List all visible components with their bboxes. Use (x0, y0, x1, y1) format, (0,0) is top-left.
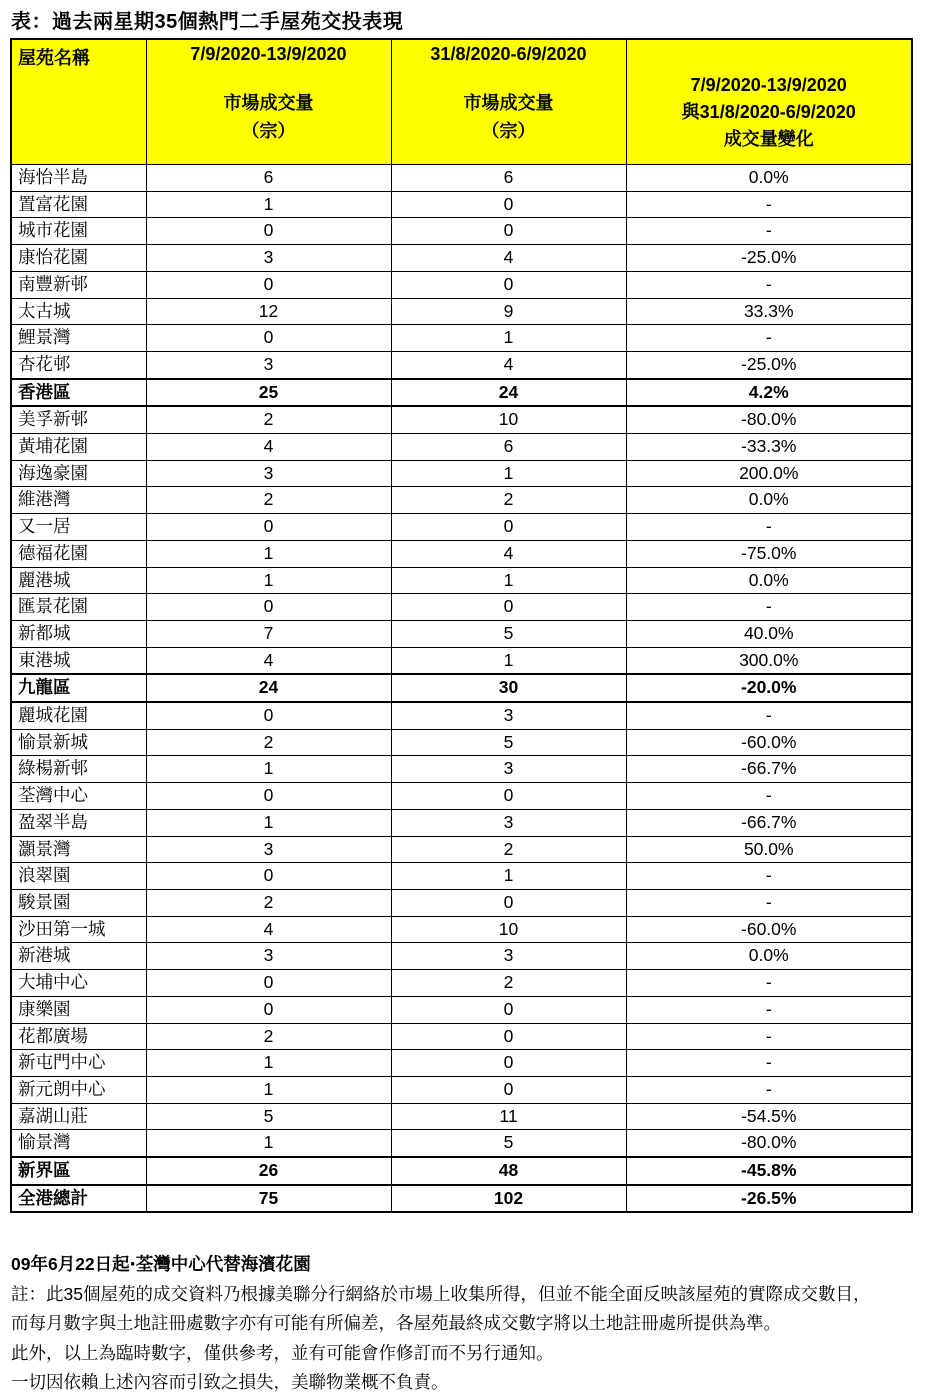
change-cell: -75.0% (626, 540, 912, 567)
estate-name-cell: 黃埔花園 (11, 434, 146, 461)
table-body (11, 165, 912, 1213)
table-row (11, 594, 912, 621)
change-cell: -60.0% (626, 729, 912, 756)
week2-volume-cell: 0 (391, 271, 626, 298)
estate-name-cell: 愉景新城 (11, 729, 146, 756)
change-cell: -80.0% (626, 1130, 912, 1157)
change-cell: -20.0% (626, 674, 912, 702)
estate-name-cell: 杏花邨 (11, 351, 146, 378)
week1-volume-cell: 3 (146, 245, 391, 272)
change-cell: - (626, 702, 912, 729)
change-cell: 0.0% (626, 487, 912, 514)
week1-volume-cell: 2 (146, 729, 391, 756)
table-row (11, 325, 912, 352)
estate-name-cell: 沙田第一城 (11, 916, 146, 943)
change-cell: - (626, 325, 912, 352)
estate-name-cell: 南豐新邨 (11, 271, 146, 298)
table-row (11, 218, 912, 245)
table-row (11, 1157, 912, 1185)
estate-name-cell: 愉景灣 (11, 1130, 146, 1157)
week2-volume-cell: 1 (391, 460, 626, 487)
change-cell: - (626, 889, 912, 916)
change-cell: -25.0% (626, 351, 912, 378)
estate-name-cell: 新都城 (11, 620, 146, 647)
table-row (11, 620, 912, 647)
table-title: 表：過去兩星期35個熱門二手屋苑交投表現 (11, 11, 404, 33)
week2-volume-cell: 5 (391, 1130, 626, 1157)
week2-volume-cell: 0 (391, 996, 626, 1023)
table-row (11, 434, 912, 461)
change-cell: 4.2% (626, 379, 912, 407)
week2-volume-cell: 0 (391, 1023, 626, 1050)
change-cell: - (626, 970, 912, 997)
week2-volume-cell: 1 (391, 567, 626, 594)
header-week2-volume (391, 39, 626, 165)
estate-name-cell: 匯景花園 (11, 594, 146, 621)
estate-name-cell: 盈翠半島 (11, 809, 146, 836)
week2-volume-cell: 2 (391, 487, 626, 514)
estate-name-cell: 新屯門中心 (11, 1050, 146, 1077)
table-row (11, 729, 912, 756)
change-cell: -54.5% (626, 1103, 912, 1130)
table-row (11, 702, 912, 729)
estate-name-cell: 置富花園 (11, 191, 146, 218)
week2-volume-cell: 6 (391, 434, 626, 461)
change-cell: -60.0% (626, 916, 912, 943)
week2-volume-cell: 0 (391, 783, 626, 810)
estate-name-cell: 海怡半島 (11, 165, 146, 192)
header-change-line1: 7/9/2020-13/9/2020 (690, 74, 847, 95)
week2-volume-cell: 0 (391, 191, 626, 218)
week2-volume-cell: 3 (391, 943, 626, 970)
table-row (11, 1076, 912, 1103)
week1-volume-cell: 0 (146, 271, 391, 298)
week2-volume-cell: 0 (391, 1050, 626, 1077)
footnote-line-3: 此外，以上為臨時數字，僅供參考，並有可能會作修訂而不另行通知。 (11, 1342, 554, 1363)
week2-volume-cell: 24 (391, 379, 626, 407)
footnote-line-4: 一切因依賴上述內容而引致之損失，美聯物業概不負責。 (11, 1372, 449, 1393)
estate-name-cell: 新港城 (11, 943, 146, 970)
change-cell: -66.7% (626, 809, 912, 836)
table-row (11, 1130, 912, 1157)
change-cell: -80.0% (626, 406, 912, 433)
estate-name-cell: 灝景灣 (11, 836, 146, 863)
estate-name-cell: 海逸豪園 (11, 460, 146, 487)
header-week1-volume (146, 39, 391, 165)
week1-volume-cell: 5 (146, 1103, 391, 1130)
estate-name-cell: 花都廣場 (11, 1023, 146, 1050)
estate-name-cell: 鯉景灣 (11, 325, 146, 352)
change-cell: 33.3% (626, 298, 912, 325)
week1-volume-cell: 0 (146, 218, 391, 245)
week1-volume-cell: 75 (146, 1185, 391, 1213)
week2-volume-cell: 5 (391, 729, 626, 756)
table-row (11, 1023, 912, 1050)
table-header (11, 39, 912, 165)
week1-volume-cell: 2 (146, 406, 391, 433)
table-row (11, 165, 912, 192)
estate-name-cell: 駿景園 (11, 889, 146, 916)
week2-volume-cell: 0 (391, 218, 626, 245)
week2-volume-cell: 3 (391, 756, 626, 783)
change-cell: - (626, 191, 912, 218)
week2-volume-cell: 3 (391, 702, 626, 729)
table-row (11, 245, 912, 272)
estate-name-cell: 新元朗中心 (11, 1076, 146, 1103)
header-week1-label: 市場成交量 (223, 93, 314, 113)
header-row (11, 39, 912, 165)
change-cell: - (626, 271, 912, 298)
week1-volume-cell: 1 (146, 1076, 391, 1103)
transactions-table (10, 38, 913, 1213)
table-row (11, 298, 912, 325)
table-row (11, 1050, 912, 1077)
estate-name-cell: 東港城 (11, 647, 146, 674)
week2-volume-cell: 0 (391, 514, 626, 541)
table-row (11, 809, 912, 836)
week1-volume-cell: 6 (146, 165, 391, 192)
header-week2-label: 市場成交量 (463, 93, 554, 113)
week2-volume-cell: 5 (391, 620, 626, 647)
week2-volume-cell: 4 (391, 351, 626, 378)
change-cell: - (626, 996, 912, 1023)
week2-volume-cell: 9 (391, 298, 626, 325)
week1-volume-cell: 2 (146, 889, 391, 916)
week1-volume-cell: 24 (146, 674, 391, 702)
week1-volume-cell: 1 (146, 809, 391, 836)
week1-volume-cell: 12 (146, 298, 391, 325)
table-row (11, 567, 912, 594)
week2-volume-cell: 1 (391, 325, 626, 352)
week2-volume-cell: 30 (391, 674, 626, 702)
table-row (11, 916, 912, 943)
change-cell: 200.0% (626, 460, 912, 487)
footnotes (11, 1250, 931, 1398)
week1-volume-cell: 3 (146, 351, 391, 378)
change-cell: - (626, 783, 912, 810)
header-change (626, 39, 912, 165)
change-cell: - (626, 594, 912, 621)
table-row (11, 756, 912, 783)
week1-volume-cell: 1 (146, 191, 391, 218)
estate-name-cell: 綠楊新邨 (11, 756, 146, 783)
table-row (11, 514, 912, 541)
week2-volume-cell: 6 (391, 165, 626, 192)
change-cell: - (626, 1050, 912, 1077)
table-row (11, 1185, 912, 1213)
table-row (11, 460, 912, 487)
week2-volume-cell: 1 (391, 863, 626, 890)
week1-volume-cell: 4 (146, 916, 391, 943)
week1-volume-cell: 1 (146, 1130, 391, 1157)
week1-volume-cell: 2 (146, 487, 391, 514)
week1-volume-cell: 1 (146, 540, 391, 567)
week2-volume-cell: 0 (391, 889, 626, 916)
week1-volume-cell: 0 (146, 863, 391, 890)
week1-volume-cell: 1 (146, 756, 391, 783)
table-row (11, 996, 912, 1023)
estate-name-cell: 香港區 (11, 379, 146, 407)
week2-volume-cell: 2 (391, 836, 626, 863)
change-cell: 40.0% (626, 620, 912, 647)
change-cell: - (626, 863, 912, 890)
week1-volume-cell: 0 (146, 702, 391, 729)
change-cell: 300.0% (626, 647, 912, 674)
table-row (11, 863, 912, 890)
estate-name-cell: 德福花園 (11, 540, 146, 567)
header-change-line2: 與31/8/2020-6/9/2020 (681, 101, 856, 122)
week1-volume-cell: 0 (146, 325, 391, 352)
estate-name-cell: 全港總計 (11, 1185, 146, 1213)
week1-volume-cell: 7 (146, 620, 391, 647)
week1-volume-cell: 4 (146, 647, 391, 674)
week2-volume-cell: 4 (391, 245, 626, 272)
estate-name-cell: 九龍區 (11, 674, 146, 702)
estate-name-cell: 新界區 (11, 1157, 146, 1185)
change-cell: -45.8% (626, 1157, 912, 1185)
change-cell: - (626, 1076, 912, 1103)
week2-volume-cell: 0 (391, 1076, 626, 1103)
change-cell: - (626, 514, 912, 541)
header-estate-name: 屋苑名稱 (11, 39, 146, 165)
header-week1-unit: （宗） (241, 121, 296, 141)
week1-volume-cell: 0 (146, 996, 391, 1023)
table-row (11, 191, 912, 218)
week1-volume-cell: 1 (146, 567, 391, 594)
week2-volume-cell: 10 (391, 916, 626, 943)
estate-name-cell: 城市花園 (11, 218, 146, 245)
week2-volume-cell: 3 (391, 809, 626, 836)
week1-volume-cell: 2 (146, 1023, 391, 1050)
change-cell: - (626, 218, 912, 245)
change-cell: -33.3% (626, 434, 912, 461)
change-cell: 50.0% (626, 836, 912, 863)
footnote-line-1: 註：此35個屋苑的成交資料乃根據美聯分行網絡於市場上收集所得，但並不能全面反映該屋苑的實際成交數目， (11, 1283, 871, 1304)
week1-volume-cell: 4 (146, 434, 391, 461)
change-cell: -26.5% (626, 1185, 912, 1213)
estate-name-cell: 康樂園 (11, 996, 146, 1023)
change-cell: - (626, 1023, 912, 1050)
table-row (11, 379, 912, 407)
change-cell: -25.0% (626, 245, 912, 272)
estate-name-cell: 大埔中心 (11, 970, 146, 997)
table-row (11, 943, 912, 970)
week1-volume-cell: 0 (146, 970, 391, 997)
week2-volume-cell: 0 (391, 594, 626, 621)
week1-volume-cell: 25 (146, 379, 391, 407)
estate-name-cell: 又一居 (11, 514, 146, 541)
week2-volume-cell: 1 (391, 647, 626, 674)
week1-volume-cell: 26 (146, 1157, 391, 1185)
header-week2-period: 31/8/2020-6/9/2020 (430, 44, 587, 64)
estate-name-cell: 嘉湖山莊 (11, 1103, 146, 1130)
estate-name-cell: 康怡花園 (11, 245, 146, 272)
week2-volume-cell: 4 (391, 540, 626, 567)
change-cell: 0.0% (626, 567, 912, 594)
header-week1-period: 7/9/2020-13/9/2020 (190, 44, 347, 64)
week2-volume-cell: 102 (391, 1185, 626, 1213)
table-row (11, 647, 912, 674)
table-row (11, 674, 912, 702)
table-row (11, 351, 912, 378)
estate-name-cell: 太古城 (11, 298, 146, 325)
change-cell: -66.7% (626, 756, 912, 783)
estate-name-cell: 麗港城 (11, 567, 146, 594)
week2-volume-cell: 11 (391, 1103, 626, 1130)
table-row (11, 271, 912, 298)
estate-name-cell: 維港灣 (11, 487, 146, 514)
table-row (11, 889, 912, 916)
table-row (11, 540, 912, 567)
week1-volume-cell: 0 (146, 594, 391, 621)
change-cell: 0.0% (626, 943, 912, 970)
week2-volume-cell: 2 (391, 970, 626, 997)
header-change-line3: 成交量變化 (723, 128, 814, 149)
table-row (11, 783, 912, 810)
header-week2-unit: （宗） (481, 121, 536, 141)
week1-volume-cell: 3 (146, 460, 391, 487)
estate-name-cell: 麗城花園 (11, 702, 146, 729)
week1-volume-cell: 0 (146, 514, 391, 541)
week1-volume-cell: 3 (146, 943, 391, 970)
week1-volume-cell: 3 (146, 836, 391, 863)
estate-name-cell: 美孚新邨 (11, 406, 146, 433)
table-row (11, 970, 912, 997)
footnote-replacement: 09年6月22日起‧荃灣中心代替海濱花園 (11, 1254, 311, 1275)
change-cell: 0.0% (626, 165, 912, 192)
estate-name-cell: 荃灣中心 (11, 783, 146, 810)
table-row (11, 406, 912, 433)
table-row (11, 1103, 912, 1130)
week1-volume-cell: 0 (146, 783, 391, 810)
estate-name-cell: 浪翠園 (11, 863, 146, 890)
table-row (11, 487, 912, 514)
week1-volume-cell: 1 (146, 1050, 391, 1077)
footnote-line-2: 而每月數字與土地註冊處數字亦有可能有所偏差，各屋苑最終成交數字將以土地註冊處所提供為準。 (11, 1313, 781, 1334)
week2-volume-cell: 48 (391, 1157, 626, 1185)
week2-volume-cell: 10 (391, 406, 626, 433)
table-row (11, 836, 912, 863)
